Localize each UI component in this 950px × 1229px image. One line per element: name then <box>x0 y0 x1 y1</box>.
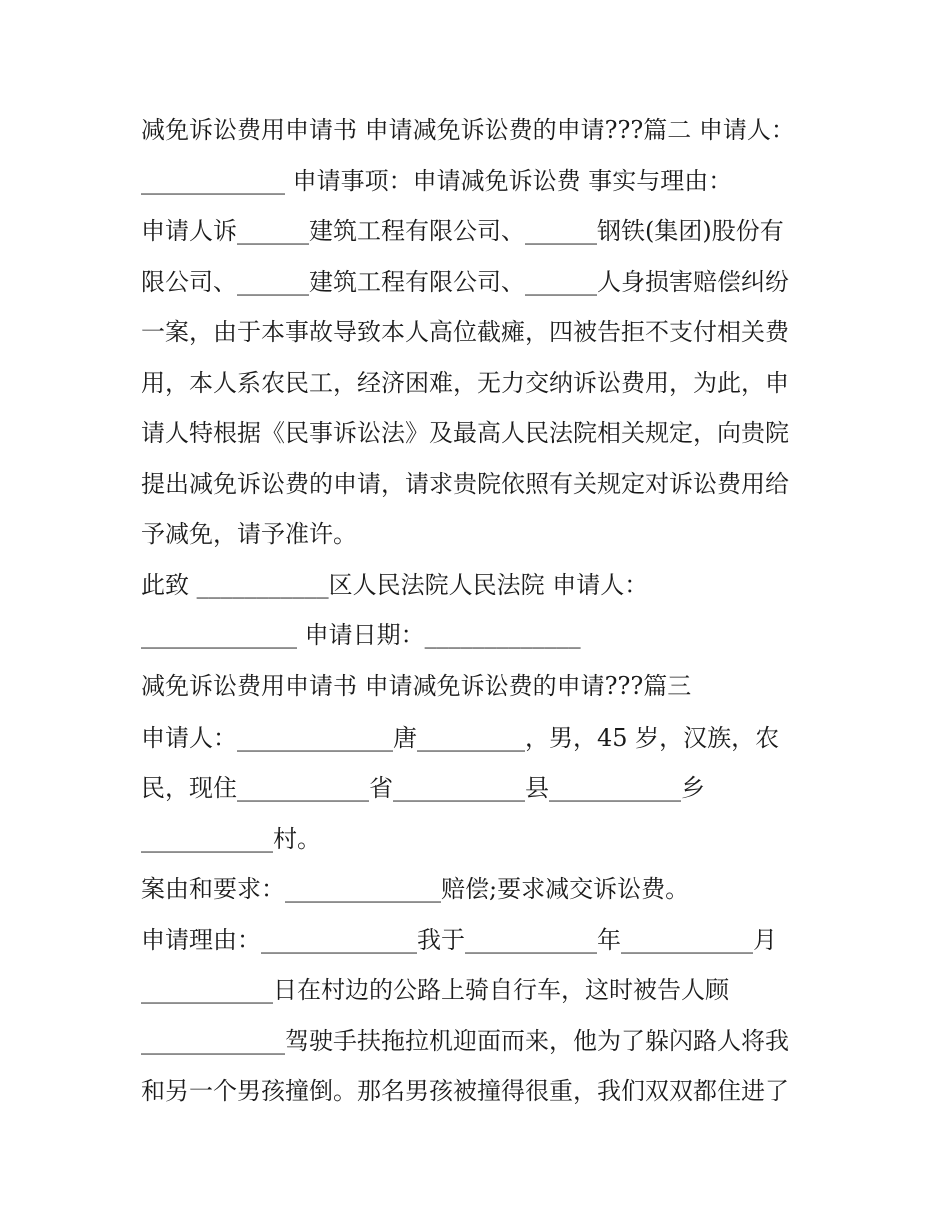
text-line: 提出减免诉讼费的申请，请求贵院依照有关规定对诉讼费用给 <box>141 470 789 498</box>
text-line: 民，现住___________省___________县___________乡 <box>141 774 705 802</box>
text-line: 申请人：_____________唐_________，男，45 岁，汉族，农 <box>141 724 780 752</box>
text-line: 一案，由于本事故导致本人高位截瘫，四被告拒不支付相关费 <box>141 318 789 346</box>
text-line: ___________日在村边的公路上骑自行车，这时被告人顾 <box>141 976 729 1004</box>
section-heading: 减免诉讼费用申请书 申请减免诉讼费的申请???篇三 <box>141 672 692 700</box>
text-line: 请人特根据《民事诉讼法》及最高人民法院相关规定，向贵院 <box>141 419 789 447</box>
text-line: ____________ 申请事项：申请减免诉讼费 事实与理由： <box>141 167 733 195</box>
text-line: 减免诉讼费用申请书 申请减免诉讼费的申请???篇二 申请人： <box>141 116 795 144</box>
text-line: 限公司、______建筑工程有限公司、______人身损害赔偿纠纷 <box>141 268 789 296</box>
text-line: 申请理由：_____________我于___________年___________月 <box>141 926 777 954</box>
text-line: 予减免，请予准许。 <box>141 520 357 548</box>
text-line: 用，本人系农民工，经济困难，无力交纳诉讼费用，为此，申 <box>141 369 789 397</box>
text-line: 案由和要求：_____________赔偿;要求减交诉讼费。 <box>141 875 690 903</box>
text-line: ____________驾驶手扶拖拉机迎面而来，他为了躲闪路人将我 <box>141 1027 789 1055</box>
text-line: 和另一个男孩撞倒。那名男孩被撞得很重，我们双双都住进了 <box>141 1077 789 1105</box>
text-line: _____________ 申请日期：_____________ <box>141 621 581 649</box>
text-line: 此致 ___________区人民法院人民法院 申请人： <box>141 571 649 599</box>
text-line: ___________村。 <box>141 825 321 853</box>
text-line: 申请人诉______建筑工程有限公司、______钢铁(集团)股份有 <box>141 217 784 245</box>
